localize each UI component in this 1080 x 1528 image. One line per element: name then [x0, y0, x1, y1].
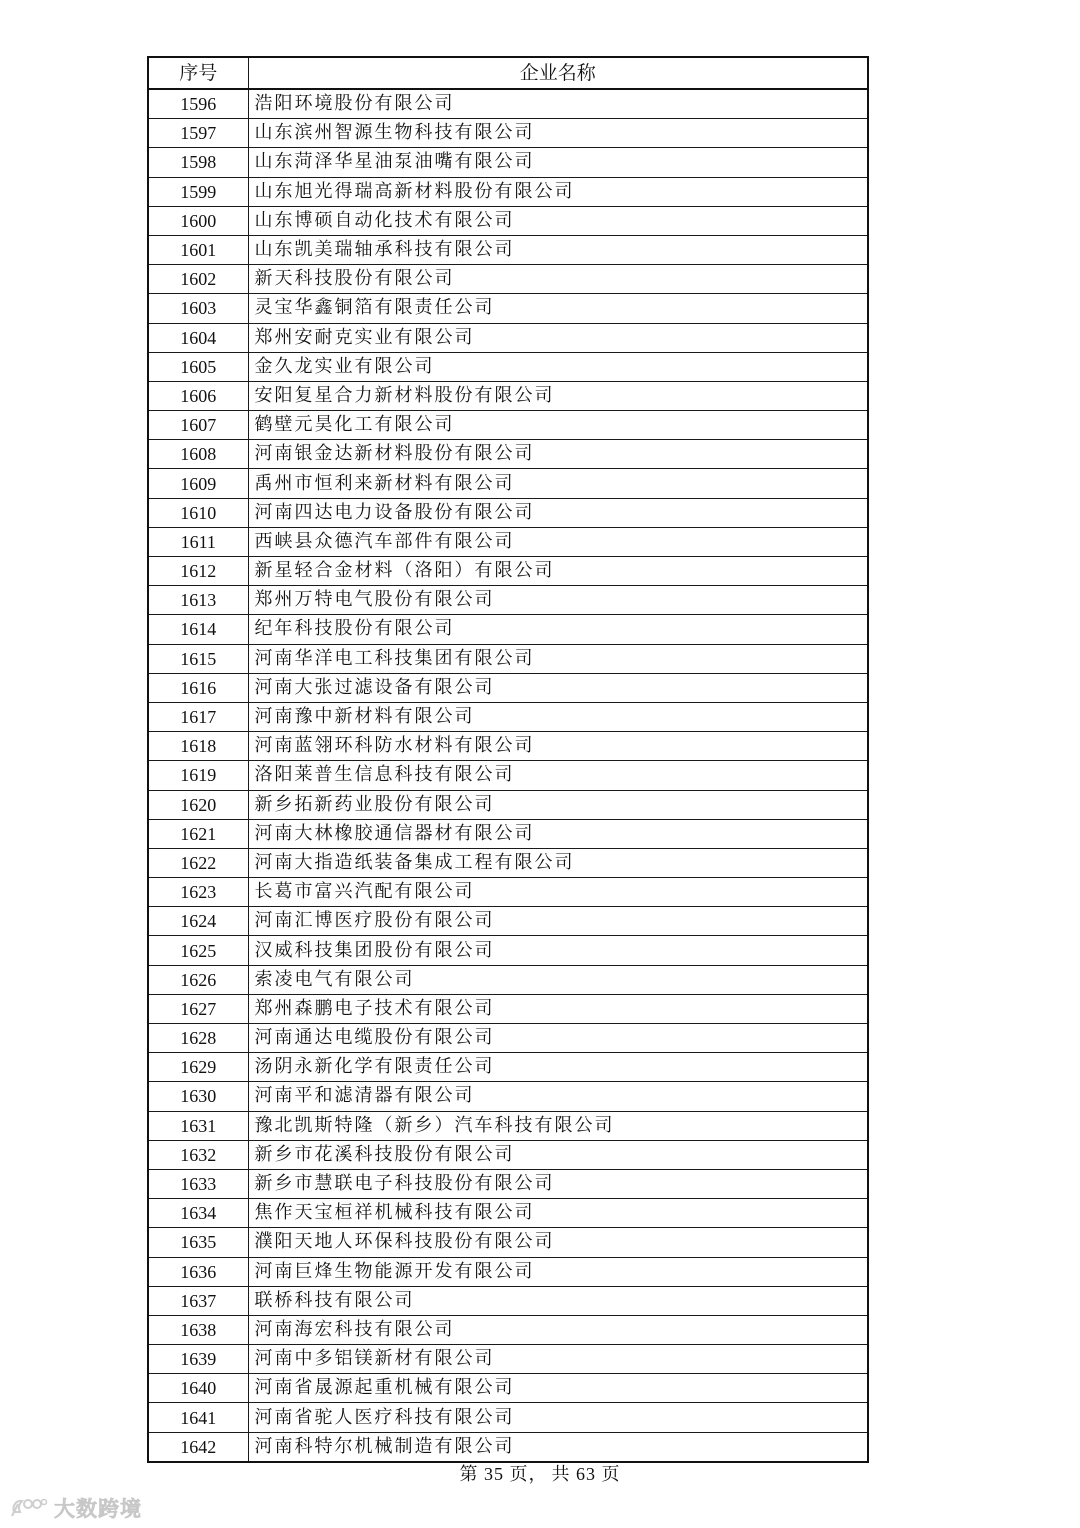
table-row: [148, 761, 868, 790]
row-number: 1605: [148, 352, 248, 381]
company-name: 河南豫中新材料有限公司: [248, 702, 868, 731]
table-row: [148, 702, 868, 731]
row-number: 1603: [148, 294, 248, 323]
row-number: 1604: [148, 323, 248, 352]
company-name: 河南巨烽生物能源开发有限公司: [248, 1257, 868, 1286]
table-row: [148, 1345, 868, 1374]
company-name: 河南银金达新材料股份有限公司: [248, 440, 868, 469]
table-row: [148, 1315, 868, 1344]
watermark: [10, 1493, 142, 1523]
row-number: 1623: [148, 878, 248, 907]
row-number: 1631: [148, 1111, 248, 1140]
company-name: 河南平和滤清器有限公司: [248, 1082, 868, 1111]
company-name: 汤阴永新化学有限责任公司: [248, 1053, 868, 1082]
company-name: 郑州安耐克实业有限公司: [248, 323, 868, 352]
company-name: 山东凯美瑞轴承科技有限公司: [248, 235, 868, 264]
company-name: 浩阳环境股份有限公司: [248, 89, 868, 119]
row-number: 1600: [148, 206, 248, 235]
company-name: 河南四达电力设备股份有限公司: [248, 498, 868, 527]
row-number: 1612: [148, 557, 248, 586]
company-name: 安阳复星合力新材料股份有限公司: [248, 381, 868, 410]
company-name: 河南大指造纸装备集成工程有限公司: [248, 848, 868, 877]
table-row: [148, 235, 868, 264]
table-row: [148, 527, 868, 556]
company-name: 焦作天宝桓祥机械科技有限公司: [248, 1199, 868, 1228]
row-number: 1639: [148, 1345, 248, 1374]
total-pages-label: 共 63 页: [551, 1464, 621, 1484]
header-company-name: 企业名称: [248, 57, 868, 89]
row-number: 1606: [148, 381, 248, 410]
row-number: 1642: [148, 1432, 248, 1462]
table-row: [148, 615, 868, 644]
table-row: [148, 732, 868, 761]
company-name: 长葛市富兴汽配有限公司: [248, 878, 868, 907]
company-name: 山东博硕自动化技术有限公司: [248, 206, 868, 235]
row-number: 1596: [148, 89, 248, 119]
row-number: 1626: [148, 965, 248, 994]
row-number: 1608: [148, 440, 248, 469]
row-number: 1624: [148, 907, 248, 936]
table-row: [148, 1024, 868, 1053]
table-row: [148, 1403, 868, 1432]
table-row: [148, 498, 868, 527]
row-number: 1634: [148, 1199, 248, 1228]
table-row: [148, 1432, 868, 1462]
row-number: 1629: [148, 1053, 248, 1082]
table-row: [148, 323, 868, 352]
company-name: 河南科特尔机械制造有限公司: [248, 1432, 868, 1462]
company-name: 汉威科技集团股份有限公司: [248, 936, 868, 965]
row-number: 1598: [148, 148, 248, 177]
company-name: 鹤壁元昊化工有限公司: [248, 411, 868, 440]
company-name: 山东旭光得瑞高新材料股份有限公司: [248, 177, 868, 206]
company-name: 索凌电气有限公司: [248, 965, 868, 994]
company-name: 新星轻合金材料（洛阳）有限公司: [248, 557, 868, 586]
row-number: 1617: [148, 702, 248, 731]
table-row: [148, 644, 868, 673]
company-list-table: [147, 56, 869, 1463]
company-name: 河南省晟源起重机械有限公司: [248, 1374, 868, 1403]
row-number: 1636: [148, 1257, 248, 1286]
row-number: 1599: [148, 177, 248, 206]
row-number: 1619: [148, 761, 248, 790]
company-name: 河南通达电缆股份有限公司: [248, 1024, 868, 1053]
company-name: 濮阳天地人环保科技股份有限公司: [248, 1228, 868, 1257]
watermark-text: 大数跨境: [54, 1497, 142, 1521]
row-number: 1602: [148, 265, 248, 294]
company-name: 郑州万特电气股份有限公司: [248, 586, 868, 615]
row-number: 1610: [148, 498, 248, 527]
company-name: 河南中多铝镁新材有限公司: [248, 1345, 868, 1374]
company-name: 河南蓝翎环科防水材料有限公司: [248, 732, 868, 761]
table-header-row: [148, 57, 868, 89]
page-footer: [0, 1460, 1080, 1486]
header-number: 序号: [148, 57, 248, 89]
row-number: 1622: [148, 848, 248, 877]
row-number: 1609: [148, 469, 248, 498]
company-name: 西峡县众德汽车部件有限公司: [248, 527, 868, 556]
table-row: [148, 1053, 868, 1082]
row-number: 1621: [148, 819, 248, 848]
table-row: [148, 1228, 868, 1257]
company-name: 郑州森鹏电子技术有限公司: [248, 994, 868, 1023]
table-row: [148, 586, 868, 615]
table-row: [148, 848, 868, 877]
table-row: [148, 994, 868, 1023]
company-name: 新乡市慧联电子科技股份有限公司: [248, 1169, 868, 1198]
table-row: [148, 411, 868, 440]
company-name: 新乡市花溪科技股份有限公司: [248, 1140, 868, 1169]
row-number: 1613: [148, 586, 248, 615]
company-name: 河南海宏科技有限公司: [248, 1315, 868, 1344]
table-row: [148, 1082, 868, 1111]
table-row: [148, 206, 868, 235]
table-row: [148, 381, 868, 410]
page-number-label: 第 35 页: [459, 1464, 529, 1484]
table-row: [148, 89, 868, 119]
company-name: 联桥科技有限公司: [248, 1286, 868, 1315]
company-name: 禹州市恒利来新材料有限公司: [248, 469, 868, 498]
table-row: [148, 1286, 868, 1315]
row-number: 1630: [148, 1082, 248, 1111]
company-name: 山东滨州智源生物科技有限公司: [248, 119, 868, 148]
row-number: 1614: [148, 615, 248, 644]
row-number: 1620: [148, 790, 248, 819]
table-row: [148, 1140, 868, 1169]
row-number: 1638: [148, 1315, 248, 1344]
dashuju-logo-icon: [10, 1496, 50, 1520]
table-row: [148, 148, 868, 177]
table-row: [148, 119, 868, 148]
table-row: [148, 907, 868, 936]
row-number: 1618: [148, 732, 248, 761]
row-number: 1611: [148, 527, 248, 556]
table-row: [148, 819, 868, 848]
company-name: 豫北凯斯特隆（新乡）汽车科技有限公司: [248, 1111, 868, 1140]
table-row: [148, 1374, 868, 1403]
company-name: 河南大林橡胶通信器材有限公司: [248, 819, 868, 848]
company-name: 河南华洋电工科技集团有限公司: [248, 644, 868, 673]
company-name: 河南汇博医疗股份有限公司: [248, 907, 868, 936]
table-row: [148, 790, 868, 819]
table-row: [148, 1199, 868, 1228]
row-number: 1616: [148, 673, 248, 702]
table-body: [148, 89, 868, 1462]
table-row: [148, 265, 868, 294]
table-row: [148, 352, 868, 381]
table-row: [148, 1111, 868, 1140]
company-name: 河南省驼人医疗科技有限公司: [248, 1403, 868, 1432]
table-row: [148, 1257, 868, 1286]
row-number: 1640: [148, 1374, 248, 1403]
table-row: [148, 557, 868, 586]
row-number: 1635: [148, 1228, 248, 1257]
company-name: 洛阳莱普生信息科技有限公司: [248, 761, 868, 790]
company-name: 新天科技股份有限公司: [248, 265, 868, 294]
company-name: 新乡拓新药业股份有限公司: [248, 790, 868, 819]
footer-separator: ，: [528, 1464, 548, 1484]
table-row: [148, 440, 868, 469]
row-number: 1632: [148, 1140, 248, 1169]
row-number: 1637: [148, 1286, 248, 1315]
table-row: [148, 1169, 868, 1198]
row-number: 1633: [148, 1169, 248, 1198]
row-number: 1597: [148, 119, 248, 148]
company-name: 灵宝华鑫铜箔有限责任公司: [248, 294, 868, 323]
row-number: 1627: [148, 994, 248, 1023]
company-name: 河南大张过滤设备有限公司: [248, 673, 868, 702]
table-row: [148, 936, 868, 965]
company-name: 山东菏泽华星油泵油嘴有限公司: [248, 148, 868, 177]
table-row: [148, 177, 868, 206]
row-number: 1615: [148, 644, 248, 673]
company-name: 纪年科技股份有限公司: [248, 615, 868, 644]
row-number: 1628: [148, 1024, 248, 1053]
company-name: 金久龙实业有限公司: [248, 352, 868, 381]
table-row: [148, 469, 868, 498]
row-number: 1601: [148, 235, 248, 264]
table-row: [148, 878, 868, 907]
row-number: 1641: [148, 1403, 248, 1432]
row-number: 1625: [148, 936, 248, 965]
row-number: 1607: [148, 411, 248, 440]
table-row: [148, 673, 868, 702]
table-row: [148, 965, 868, 994]
table-row: [148, 294, 868, 323]
